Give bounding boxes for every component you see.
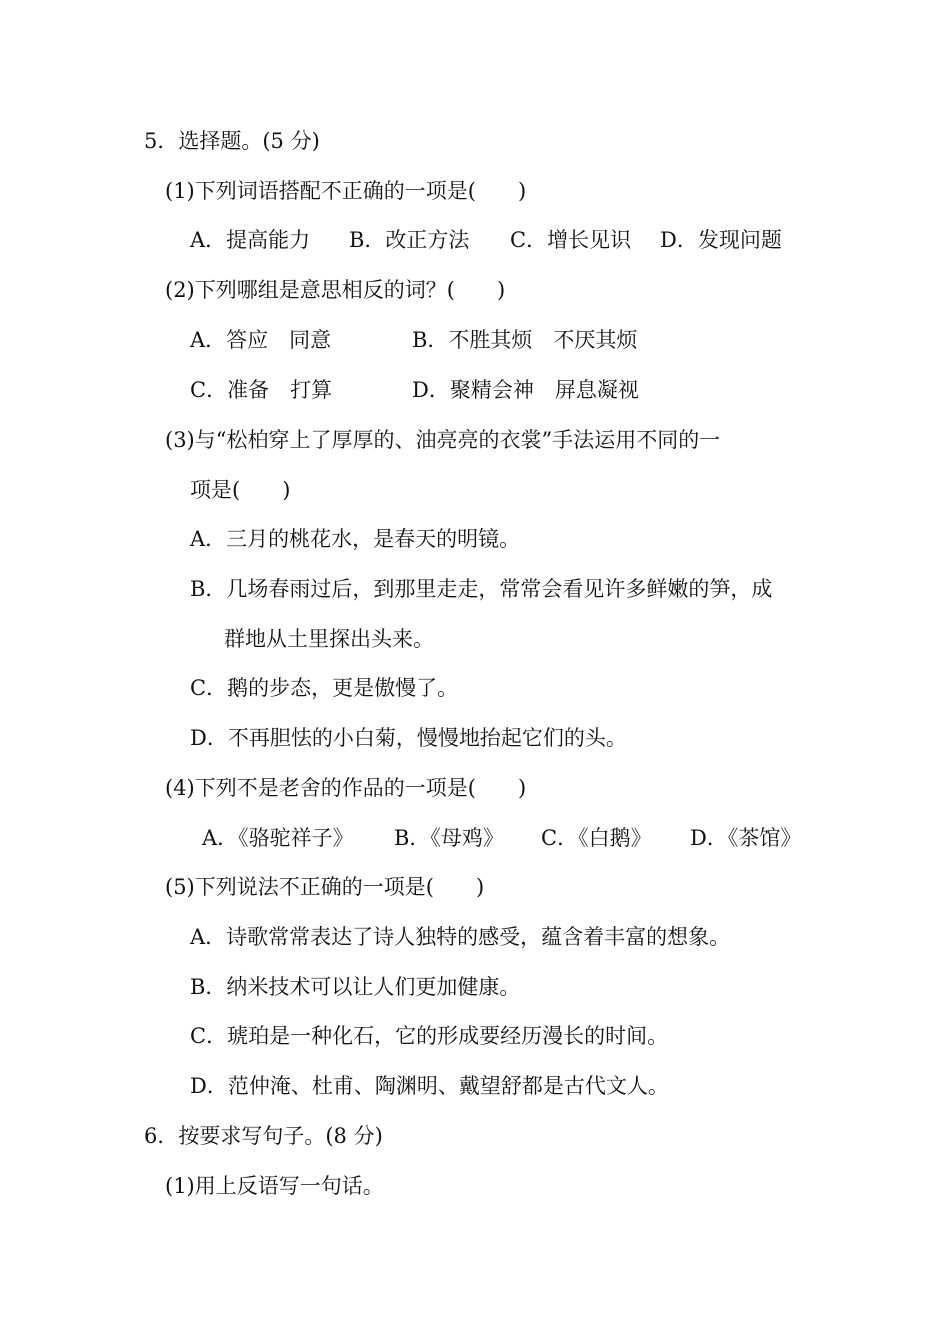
q5-sub2-option-d: D．聚精会神 屏息凝视 (412, 378, 639, 402)
q5-sub5-option-b: B．纳米技术可以让人们更加健康。 (190, 975, 521, 999)
q5-sub4-stem: (4)下列不是老舍的作品的一项是( ) (165, 776, 527, 800)
q5-sub5-option-d: D．范仲淹、杜甫、陶渊明、戴望舒都是古代文人。 (190, 1074, 669, 1098)
q5-sub4-option-c: C．《白鹅》 (541, 826, 652, 850)
q5-sub1-option-b: B．改正方法 (349, 228, 470, 252)
q5-sub3-option-b-line2: 群地从土里探出头来。 (224, 627, 434, 651)
q5-sub1-stem: (1)下列词语搭配不正确的一项是( ) (165, 179, 527, 203)
q5-sub4-option-a: A．《骆驼祥子》 (202, 826, 354, 850)
q5-sub1-option-c: C．增长见识 (510, 228, 632, 252)
q5-sub5-option-c: C．琥珀是一种化石，它的形成要经历漫长的时间。 (190, 1024, 669, 1048)
question-5-title: 5．选择题。(5 分) (144, 129, 320, 153)
q5-sub2-option-b: B．不胜其烦 不厌其烦 (412, 328, 638, 352)
q5-sub2-option-c: C．准备 打算 (190, 378, 333, 402)
question-6-title: 6．按要求写句子。(8 分) (144, 1124, 383, 1148)
q5-sub4-option-d: D．《茶馆》 (690, 826, 802, 850)
q5-sub3-option-c: C．鹅的步态，更是傲慢了。 (190, 676, 459, 700)
q5-sub3-stem-line2: 项是( ) (190, 478, 291, 502)
q5-sub3-option-b-line1: B．几场春雨过后，到那里走走，常常会看见许多鲜嫩的笋，成 (190, 577, 773, 601)
q5-sub4-option-b: B．《母鸡》 (394, 826, 504, 850)
q5-sub3-option-a: A．三月的桃花水，是春天的明镜。 (190, 527, 521, 551)
q5-sub1-option-d: D．发现问题 (660, 228, 782, 252)
q5-sub5-stem: (5)下列说法不正确的一项是( ) (165, 875, 485, 899)
q6-sub1-stem: (1)用上反语写一句话。 (165, 1174, 384, 1198)
q5-sub2-option-a: A．答应 同意 (190, 328, 332, 352)
q5-sub2-stem: (2)下列哪组是意思相反的词？( ) (165, 278, 506, 302)
q5-sub3-option-d: D．不再胆怯的小白菊，慢慢地抬起它们的头。 (190, 726, 627, 750)
q5-sub1-option-a: A．提高能力 (190, 228, 311, 252)
q5-sub3-stem-line1: (3)与“松柏穿上了厚厚的、油亮亮的衣裳”手法运用不同的一 (165, 428, 721, 452)
q5-sub5-option-a: A．诗歌常常表达了诗人独特的感受，蕴含着丰富的想象。 (190, 925, 731, 949)
